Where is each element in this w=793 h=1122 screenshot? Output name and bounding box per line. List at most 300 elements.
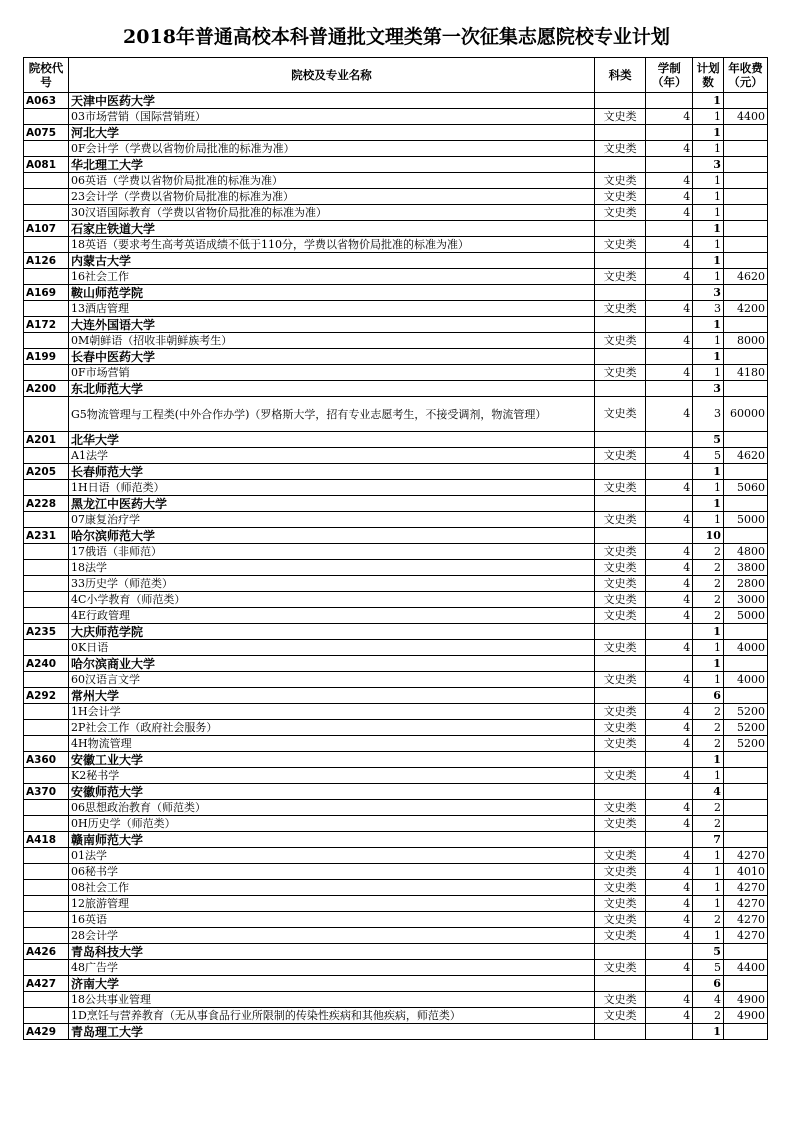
duration-cell: 4 <box>646 576 693 592</box>
fee-cell: 5200 <box>723 704 767 720</box>
fee-cell <box>723 464 767 480</box>
fee-cell: 4180 <box>723 365 767 381</box>
school-code-cell <box>24 333 69 349</box>
subject-cell <box>595 464 646 480</box>
school-code-cell: A205 <box>24 464 69 480</box>
subject-cell: 文史类 <box>595 816 646 832</box>
major-name-cell: 0K日语 <box>69 640 595 656</box>
school-row <box>24 93 768 109</box>
plan-count-cell: 1 <box>693 1024 724 1040</box>
plan-count-cell: 2 <box>693 800 724 816</box>
school-row <box>24 656 768 672</box>
major-row <box>24 672 768 688</box>
fee-cell <box>723 253 767 269</box>
school-code-cell: A081 <box>24 157 69 173</box>
school-name-cell: 长春师范大学 <box>69 464 595 480</box>
fee-cell <box>723 141 767 157</box>
school-code-cell: A075 <box>24 125 69 141</box>
duration-cell <box>646 656 693 672</box>
duration-cell: 4 <box>646 896 693 912</box>
school-code-cell <box>24 640 69 656</box>
plan-count-cell: 1 <box>693 333 724 349</box>
subject-cell: 文史类 <box>595 864 646 880</box>
plan-count-cell: 2 <box>693 736 724 752</box>
school-name-cell: 天津中医药大学 <box>69 93 595 109</box>
school-code-cell <box>24 141 69 157</box>
subject-cell: 文史类 <box>595 301 646 317</box>
school-row <box>24 976 768 992</box>
subject-cell <box>595 784 646 800</box>
major-row <box>24 816 768 832</box>
subject-cell <box>595 432 646 448</box>
fee-cell <box>723 93 767 109</box>
duration-cell <box>646 1024 693 1040</box>
subject-cell <box>595 528 646 544</box>
major-name-cell: 0M朝鲜语（招收非朝鲜族考生） <box>69 333 595 349</box>
duration-cell: 4 <box>646 269 693 285</box>
header-duration: 学制（年） <box>646 58 693 93</box>
school-name-cell: 鞍山师范学院 <box>69 285 595 301</box>
fee-cell <box>723 784 767 800</box>
school-code-cell: A426 <box>24 944 69 960</box>
major-name-cell: 0F市场营销 <box>69 365 595 381</box>
subject-cell: 文史类 <box>595 333 646 349</box>
major-row <box>24 141 768 157</box>
fee-cell <box>723 285 767 301</box>
subject-cell: 文史类 <box>595 672 646 688</box>
major-name-cell: 1H日语（师范类） <box>69 480 595 496</box>
subject-cell <box>595 253 646 269</box>
school-row <box>24 1024 768 1040</box>
major-row <box>24 736 768 752</box>
fee-cell <box>723 832 767 848</box>
major-row <box>24 448 768 464</box>
school-code-cell <box>24 864 69 880</box>
school-code-cell: A169 <box>24 285 69 301</box>
subject-cell: 文史类 <box>595 205 646 221</box>
school-name-cell: 大庆师范学院 <box>69 624 595 640</box>
subject-cell: 文史类 <box>595 397 646 432</box>
school-name-cell: 大连外国语大学 <box>69 317 595 333</box>
duration-cell <box>646 528 693 544</box>
duration-cell <box>646 317 693 333</box>
fee-cell: 4010 <box>723 864 767 880</box>
major-row <box>24 333 768 349</box>
duration-cell: 4 <box>646 672 693 688</box>
school-code-cell <box>24 1008 69 1024</box>
major-name-cell: 4H物流管理 <box>69 736 595 752</box>
duration-cell: 4 <box>646 448 693 464</box>
school-code-cell <box>24 912 69 928</box>
school-code-cell <box>24 880 69 896</box>
major-row <box>24 189 768 205</box>
subject-cell <box>595 349 646 365</box>
school-code-cell: A418 <box>24 832 69 848</box>
plan-count-cell: 5 <box>693 432 724 448</box>
duration-cell: 4 <box>646 880 693 896</box>
duration-cell: 4 <box>646 397 693 432</box>
major-name-cell: 4C小学教育（师范类） <box>69 592 595 608</box>
school-code-cell <box>24 672 69 688</box>
school-code-cell <box>24 448 69 464</box>
subject-cell: 文史类 <box>595 592 646 608</box>
major-row <box>24 365 768 381</box>
plan-count-cell: 4 <box>693 784 724 800</box>
subject-cell: 文史类 <box>595 928 646 944</box>
fee-cell <box>723 189 767 205</box>
school-name-cell: 赣南师范大学 <box>69 832 595 848</box>
major-name-cell: 18英语（要求考生高考英语成绩不低于110分，学费以省物价局批准的标准为准） <box>69 237 595 253</box>
duration-cell: 4 <box>646 704 693 720</box>
major-name-cell: A1法学 <box>69 448 595 464</box>
plan-count-cell: 1 <box>693 141 724 157</box>
duration-cell: 4 <box>646 301 693 317</box>
major-name-cell: 2P社会工作（政府社会服务） <box>69 720 595 736</box>
school-name-cell: 哈尔滨商业大学 <box>69 656 595 672</box>
major-name-cell: 08社会工作 <box>69 880 595 896</box>
subject-cell: 文史类 <box>595 480 646 496</box>
fee-cell <box>723 768 767 784</box>
plan-count-cell: 3 <box>693 381 724 397</box>
school-code-cell: A429 <box>24 1024 69 1040</box>
fee-cell: 5200 <box>723 736 767 752</box>
subject-cell <box>595 381 646 397</box>
duration-cell: 4 <box>646 1008 693 1024</box>
school-row <box>24 688 768 704</box>
fee-cell: 5000 <box>723 608 767 624</box>
plan-count-cell: 1 <box>693 864 724 880</box>
fee-cell: 4200 <box>723 301 767 317</box>
major-row <box>24 896 768 912</box>
plan-count-cell: 1 <box>693 189 724 205</box>
major-row <box>24 720 768 736</box>
school-code-cell <box>24 365 69 381</box>
plan-count-cell: 1 <box>693 237 724 253</box>
plan-count-cell: 1 <box>693 253 724 269</box>
plan-count-cell: 2 <box>693 1008 724 1024</box>
major-row <box>24 301 768 317</box>
duration-cell <box>646 624 693 640</box>
plan-count-cell: 1 <box>693 880 724 896</box>
subject-cell: 文史类 <box>595 141 646 157</box>
school-row <box>24 432 768 448</box>
school-code-cell <box>24 992 69 1008</box>
school-row <box>24 944 768 960</box>
school-code-cell <box>24 512 69 528</box>
subject-cell <box>595 157 646 173</box>
subject-cell <box>595 496 646 512</box>
duration-cell: 4 <box>646 365 693 381</box>
subject-cell <box>595 93 646 109</box>
major-name-cell: 12旅游管理 <box>69 896 595 912</box>
school-code-cell: A063 <box>24 93 69 109</box>
duration-cell <box>646 381 693 397</box>
subject-cell: 文史类 <box>595 448 646 464</box>
duration-cell <box>646 496 693 512</box>
plan-count-cell: 2 <box>693 704 724 720</box>
plan-count-cell: 1 <box>693 672 724 688</box>
school-code-cell: A172 <box>24 317 69 333</box>
duration-cell <box>646 93 693 109</box>
subject-cell: 文史类 <box>595 1008 646 1024</box>
duration-cell <box>646 832 693 848</box>
school-name-cell: 济南大学 <box>69 976 595 992</box>
school-row <box>24 528 768 544</box>
plan-count-cell: 1 <box>693 269 724 285</box>
subject-cell: 文史类 <box>595 960 646 976</box>
school-code-cell <box>24 896 69 912</box>
school-row <box>24 496 768 512</box>
major-name-cell: 18公共事业管理 <box>69 992 595 1008</box>
fee-cell <box>723 381 767 397</box>
duration-cell <box>646 157 693 173</box>
subject-cell: 文史类 <box>595 848 646 864</box>
plan-count-cell: 1 <box>693 896 724 912</box>
fee-cell: 4400 <box>723 960 767 976</box>
school-code-cell: A235 <box>24 624 69 640</box>
plan-count-cell: 1 <box>693 640 724 656</box>
fee-cell: 4000 <box>723 672 767 688</box>
school-code-cell: A231 <box>24 528 69 544</box>
major-row <box>24 928 768 944</box>
duration-cell: 4 <box>646 333 693 349</box>
major-name-cell: 18法学 <box>69 560 595 576</box>
subject-cell: 文史类 <box>595 640 646 656</box>
school-row <box>24 349 768 365</box>
table-body <box>24 93 768 1040</box>
fee-cell: 5000 <box>723 512 767 528</box>
subject-cell: 文史类 <box>595 189 646 205</box>
school-code-cell <box>24 237 69 253</box>
subject-cell <box>595 752 646 768</box>
fee-cell <box>723 432 767 448</box>
plan-count-cell: 5 <box>693 960 724 976</box>
school-name-cell: 长春中医药大学 <box>69 349 595 365</box>
duration-cell <box>646 432 693 448</box>
school-name-cell: 青岛科技大学 <box>69 944 595 960</box>
school-row <box>24 221 768 237</box>
fee-cell: 2800 <box>723 576 767 592</box>
major-name-cell: 06秘书学 <box>69 864 595 880</box>
major-row <box>24 912 768 928</box>
subject-cell: 文史类 <box>595 720 646 736</box>
duration-cell: 4 <box>646 816 693 832</box>
plan-count-cell: 6 <box>693 976 724 992</box>
fee-cell: 4270 <box>723 848 767 864</box>
fee-cell: 4400 <box>723 109 767 125</box>
fee-cell <box>723 237 767 253</box>
major-row <box>24 1008 768 1024</box>
subject-cell: 文史类 <box>595 109 646 125</box>
school-code-cell: A370 <box>24 784 69 800</box>
plan-count-cell: 1 <box>693 768 724 784</box>
subject-cell: 文史类 <box>595 608 646 624</box>
duration-cell <box>646 253 693 269</box>
major-name-cell: K2秘书学 <box>69 768 595 784</box>
school-name-cell: 青岛理工大学 <box>69 1024 595 1040</box>
school-row <box>24 464 768 480</box>
subject-cell <box>595 125 646 141</box>
subject-cell <box>595 976 646 992</box>
major-name-cell: 4E行政管理 <box>69 608 595 624</box>
duration-cell: 4 <box>646 544 693 560</box>
school-name-cell: 安徽师范大学 <box>69 784 595 800</box>
subject-cell: 文史类 <box>595 544 646 560</box>
plan-count-cell: 3 <box>693 397 724 432</box>
subject-cell <box>595 624 646 640</box>
subject-cell <box>595 832 646 848</box>
fee-cell <box>723 221 767 237</box>
duration-cell: 4 <box>646 736 693 752</box>
fee-cell <box>723 976 767 992</box>
duration-cell <box>646 221 693 237</box>
duration-cell <box>646 752 693 768</box>
fee-cell: 4270 <box>723 912 767 928</box>
major-name-cell: 30汉语国际教育（学费以省物价局批准的标准为准） <box>69 205 595 221</box>
major-row <box>24 640 768 656</box>
plan-count-cell: 1 <box>693 656 724 672</box>
header-plan: 计划数 <box>693 58 724 93</box>
plan-count-cell: 1 <box>693 109 724 125</box>
duration-cell: 4 <box>646 480 693 496</box>
school-code-cell: A126 <box>24 253 69 269</box>
plan-count-cell: 2 <box>693 592 724 608</box>
plan-count-cell: 1 <box>693 928 724 944</box>
major-row <box>24 768 768 784</box>
duration-cell: 4 <box>646 109 693 125</box>
school-code-cell <box>24 109 69 125</box>
major-name-cell: 01法学 <box>69 848 595 864</box>
plan-count-cell: 2 <box>693 608 724 624</box>
school-code-cell <box>24 848 69 864</box>
subject-cell: 文史类 <box>595 576 646 592</box>
subject-cell: 文史类 <box>595 768 646 784</box>
major-row <box>24 173 768 189</box>
fee-cell <box>723 317 767 333</box>
subject-cell: 文史类 <box>595 880 646 896</box>
subject-cell: 文史类 <box>595 704 646 720</box>
duration-cell: 4 <box>646 864 693 880</box>
school-name-cell: 北华大学 <box>69 432 595 448</box>
fee-cell <box>723 800 767 816</box>
major-name-cell: 0F会计学（学费以省物价局批准的标准为准） <box>69 141 595 157</box>
subject-cell <box>595 1024 646 1040</box>
school-code-cell <box>24 269 69 285</box>
duration-cell: 4 <box>646 141 693 157</box>
school-code-cell <box>24 928 69 944</box>
school-code-cell: A107 <box>24 221 69 237</box>
school-row <box>24 253 768 269</box>
school-row <box>24 624 768 640</box>
duration-cell: 4 <box>646 189 693 205</box>
school-code-cell: A292 <box>24 688 69 704</box>
major-name-cell: 48广告学 <box>69 960 595 976</box>
fee-cell: 4620 <box>723 448 767 464</box>
major-row <box>24 544 768 560</box>
school-name-cell: 安徽工业大学 <box>69 752 595 768</box>
school-code-cell <box>24 704 69 720</box>
school-code-cell <box>24 576 69 592</box>
plan-count-cell: 7 <box>693 832 724 848</box>
subject-cell <box>595 221 646 237</box>
duration-cell: 4 <box>646 928 693 944</box>
major-name-cell: 1D烹饪与营养教育（无从事食品行业所限制的传染性疾病和其他疾病，师范类） <box>69 1008 595 1024</box>
major-row <box>24 848 768 864</box>
major-row <box>24 960 768 976</box>
duration-cell: 4 <box>646 992 693 1008</box>
duration-cell: 4 <box>646 800 693 816</box>
school-code-cell: A228 <box>24 496 69 512</box>
plan-count-cell: 1 <box>693 125 724 141</box>
fee-cell: 4000 <box>723 640 767 656</box>
major-name-cell: 03市场营销（国际营销班） <box>69 109 595 125</box>
major-row <box>24 512 768 528</box>
duration-cell <box>646 976 693 992</box>
plan-count-cell: 2 <box>693 912 724 928</box>
plan-count-cell: 2 <box>693 560 724 576</box>
fee-cell: 4900 <box>723 992 767 1008</box>
plan-count-cell: 2 <box>693 816 724 832</box>
major-row <box>24 608 768 624</box>
plan-count-cell: 2 <box>693 544 724 560</box>
major-name-cell: 60汉语言文学 <box>69 672 595 688</box>
school-row <box>24 752 768 768</box>
school-code-cell <box>24 816 69 832</box>
school-code-cell <box>24 397 69 432</box>
school-row <box>24 317 768 333</box>
major-name-cell: 16英语 <box>69 912 595 928</box>
subject-cell: 文史类 <box>595 896 646 912</box>
fee-cell: 4620 <box>723 269 767 285</box>
fee-cell <box>723 205 767 221</box>
duration-cell: 4 <box>646 912 693 928</box>
plan-count-cell: 3 <box>693 301 724 317</box>
school-code-cell <box>24 800 69 816</box>
plan-count-cell: 5 <box>693 448 724 464</box>
school-code-cell <box>24 301 69 317</box>
subject-cell: 文史类 <box>595 365 646 381</box>
major-name-cell: 23会计学（学费以省物价局批准的标准为准） <box>69 189 595 205</box>
school-code-cell <box>24 720 69 736</box>
plan-count-cell: 1 <box>693 221 724 237</box>
major-row <box>24 880 768 896</box>
school-code-cell: A199 <box>24 349 69 365</box>
subject-cell <box>595 656 646 672</box>
plan-count-cell: 1 <box>693 624 724 640</box>
plan-count-cell: 1 <box>693 317 724 333</box>
subject-cell <box>595 944 646 960</box>
plan-count-cell: 1 <box>693 464 724 480</box>
duration-cell: 4 <box>646 608 693 624</box>
major-name-cell: 07康复治疗学 <box>69 512 595 528</box>
plan-table <box>23 57 768 1040</box>
fee-cell: 3800 <box>723 560 767 576</box>
fee-cell: 5200 <box>723 720 767 736</box>
major-name-cell: 33历史学（师范类） <box>69 576 595 592</box>
major-row <box>24 237 768 253</box>
fee-cell <box>723 157 767 173</box>
table-header-row <box>24 58 768 93</box>
duration-cell <box>646 944 693 960</box>
header-subject: 科类 <box>595 58 646 93</box>
fee-cell: 4270 <box>723 896 767 912</box>
subject-cell: 文史类 <box>595 560 646 576</box>
major-row <box>24 800 768 816</box>
school-name-cell: 常州大学 <box>69 688 595 704</box>
major-row <box>24 269 768 285</box>
fee-cell <box>723 496 767 512</box>
fee-cell: 4270 <box>723 880 767 896</box>
